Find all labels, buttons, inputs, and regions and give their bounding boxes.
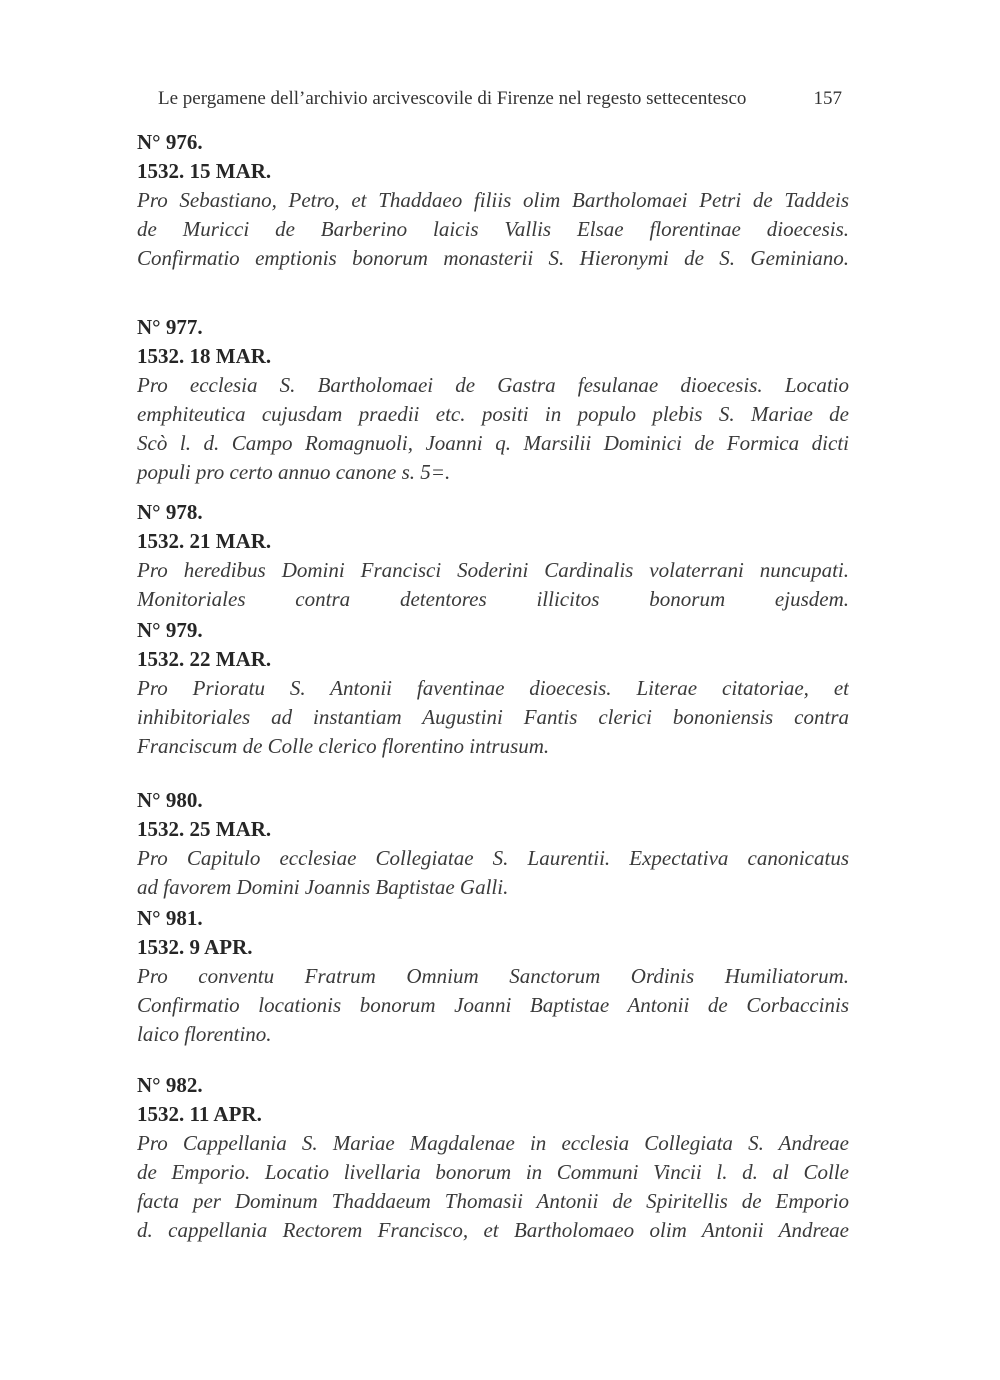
entry-number: N° 976. — [137, 130, 203, 154]
entry-date: 1532. 25 MAR. — [137, 817, 272, 841]
summary-line: inhibitoriales ad instantiam Augustini Fantis clerici bononiensis contra — [137, 705, 849, 729]
entry-date: 1532. 18 MAR. — [137, 344, 272, 368]
entry-date: 1532. 21 MAR. — [137, 529, 272, 553]
summary-line: laico florentino. — [137, 1022, 272, 1046]
entry-number: N° 978. — [137, 500, 203, 524]
entry — [137, 786, 849, 902]
summary-line: Pro Cappellania S. Mariae Magdalenae in ecclesia Collegiata S. Andreae — [137, 1131, 849, 1155]
summary-line: Scò l. d. Campo Romagnuoli, Joanni q. Marsilii Dominici de Formica dicti — [137, 431, 849, 455]
summary-line: de Muricci de Barberino laicis Vallis Elsae florentinae dioecesis. — [137, 217, 849, 241]
summary-line: Pro Capitulo ecclesiae Collegiatae S. Laurentii. Expectativa canonicatus — [137, 846, 849, 870]
page-number: 157 — [813, 88, 842, 109]
summary-line: Pro Sebastiano, Petro, et Thaddaeo filiis olim Bartholomaei Petri de Taddeis — [137, 188, 849, 212]
entry-date: 1532. 22 MAR. — [137, 647, 272, 671]
summary-line: emphiteutica cujusdam praedii etc. positi in populo plebis S. Mariae de — [137, 402, 849, 426]
summary-line: Pro Prioratu S. Antonii faventinae dioecesis. Literae citatoriae, et — [137, 676, 849, 700]
running-title: Le pergamene dell’archivio arcivescovile di Firenze nel regesto settecentesco — [158, 88, 747, 109]
entry-number: N° 979. — [137, 618, 203, 642]
summary-line: Confirmatio locationis bonorum Joanni Baptistae Antonii de Corbaccinis — [137, 993, 849, 1017]
entry — [137, 313, 849, 487]
summary-line: Pro ecclesia S. Bartholomaei de Gastra fesulanae dioecesis. Locatio — [137, 373, 849, 397]
entry — [137, 498, 849, 614]
entry — [137, 616, 849, 761]
entry — [137, 904, 849, 1049]
entry-number: N° 982. — [137, 1073, 203, 1097]
entry-number: N° 977. — [137, 315, 203, 339]
summary-line: facta per Dominum Thaddaeum Thomasii Antonii de Spiritellis de Emporio — [137, 1189, 849, 1213]
entry-date: 1532. 11 APR. — [137, 1102, 262, 1126]
entry-date: 1532. 15 MAR. — [137, 159, 272, 183]
entry — [137, 128, 849, 273]
running-header — [158, 88, 842, 110]
summary-line: Pro heredibus Domini Francisci Soderini Cardinalis volaterrani nuncupati. — [137, 558, 849, 582]
summary-line: Confirmatio emptionis bonorum monasterii S. Hieronymi de S. Geminiano. — [137, 246, 849, 270]
summary-line: d. cappellania Rectorem Francisco, et Bartholomaeo olim Antonii Andreae — [137, 1218, 849, 1242]
summary-line: populi pro certo annuo canone s. 5=. — [137, 460, 451, 484]
entry — [137, 1071, 849, 1245]
summary-line: de Emporio. Locatio livellaria bonorum in Communi Vincii l. d. al Colle — [137, 1160, 849, 1184]
summary-line: Franciscum de Colle clerico florentino intrusum. — [137, 734, 550, 758]
summary-line: Pro conventu Fratrum Omnium Sanctorum Ordinis Humiliatorum. — [137, 964, 849, 988]
entry-number: N° 980. — [137, 788, 203, 812]
summary-line: Monitoriales contra detentores illicitos bonorum ejusdem. — [137, 587, 849, 611]
entry-date: 1532. 9 APR. — [137, 935, 253, 959]
summary-line: ad favorem Domini Joannis Baptistae Galli. — [137, 875, 509, 899]
entry-number: N° 981. — [137, 906, 203, 930]
